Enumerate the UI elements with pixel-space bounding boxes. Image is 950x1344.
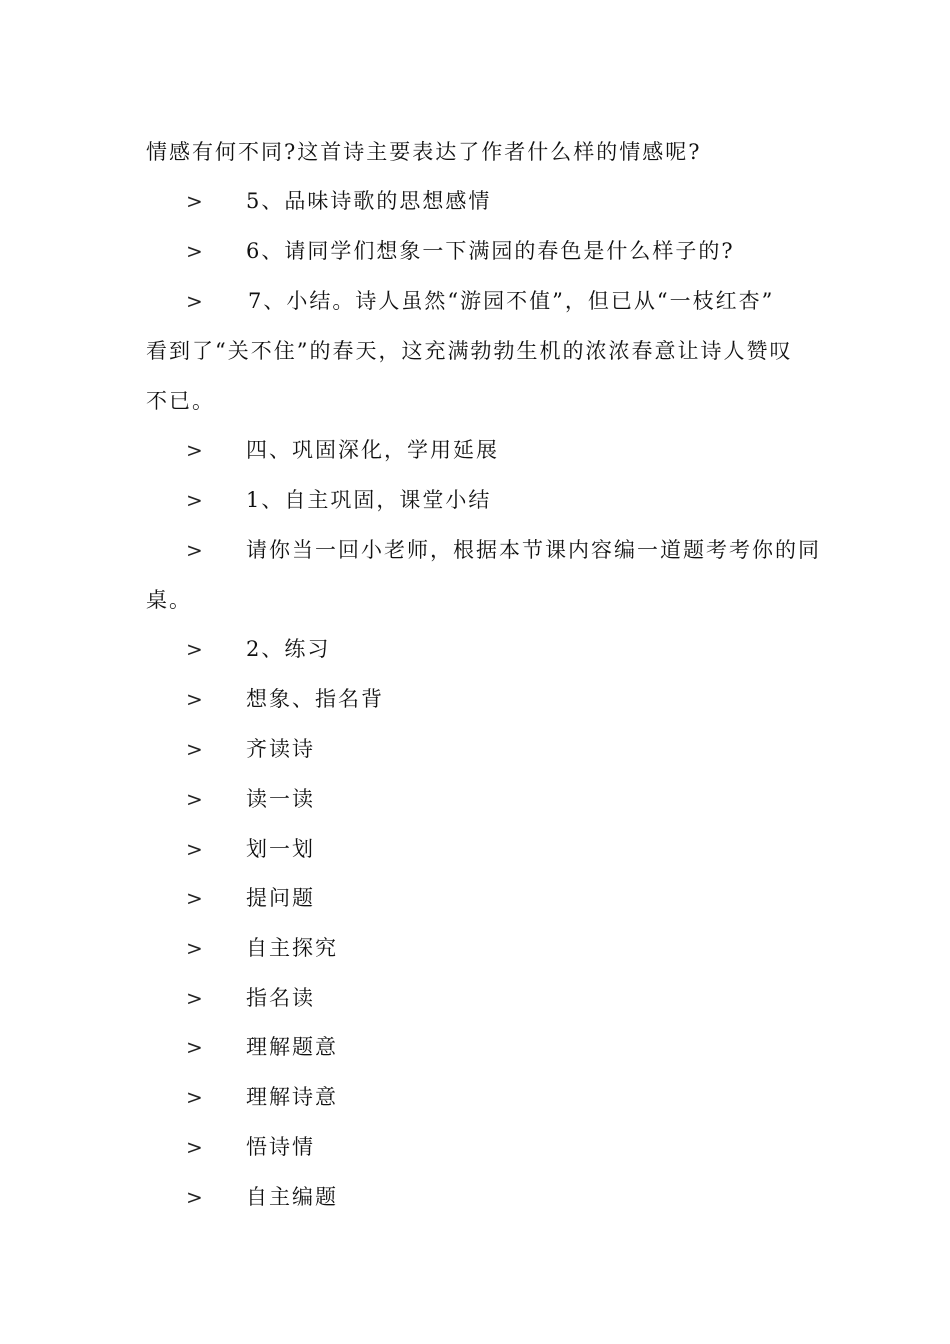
list-item: 理解题意: [246, 1035, 338, 1059]
bullet-icon: >: [186, 289, 203, 313]
list-item: 自主编题: [246, 1185, 338, 1209]
list-item-5: 5、品味诗歌的思想感情: [246, 189, 492, 213]
bullet-icon: >: [186, 737, 203, 761]
list-item: 齐读诗: [246, 737, 315, 761]
bullet-icon: >: [186, 239, 203, 263]
list-item: 理解诗意: [246, 1085, 338, 1109]
list-item-7-continuation: 看到了“关不住”的春天，这充满勃勃生机的浓浓春意让诗人赞叹: [146, 339, 793, 363]
bullet-icon: >: [186, 1135, 203, 1159]
list-item-6: 6、请同学们想象一下满园的春色是什么样子的?: [246, 239, 735, 263]
bullet-icon: >: [186, 837, 203, 861]
bullet-icon: >: [186, 886, 203, 910]
list-item: 想象、指名背: [246, 687, 384, 711]
bullet-icon: >: [186, 189, 203, 213]
list-item: 读一读: [246, 787, 315, 811]
bullet-icon: >: [186, 1185, 203, 1209]
bullet-icon: >: [186, 787, 203, 811]
bullet-icon: >: [186, 1085, 203, 1109]
section-heading-4: 四、巩固深化，学用延展: [246, 438, 499, 462]
list-item: 提问题: [246, 886, 315, 910]
bullet-icon: >: [186, 1035, 203, 1059]
list-item: 悟诗情: [246, 1135, 315, 1159]
bullet-icon: >: [186, 438, 203, 462]
bullet-icon: >: [186, 936, 203, 960]
list-item-7: 7、小结。诗人虽然“游园不值”，但已从“一枝红杏”: [248, 289, 775, 313]
list-item: 划一划: [246, 837, 315, 861]
list-item: 指名读: [246, 986, 315, 1010]
bullet-icon: >: [186, 637, 203, 661]
sub-item-1: 1、自主巩固，课堂小结: [246, 488, 492, 512]
bullet-icon: >: [186, 687, 203, 711]
task-text: 请你当一回小老师，根据本节课内容编一道题考考你的同: [246, 538, 821, 562]
list-item: 自主探究: [246, 936, 338, 960]
list-item-7-continuation-end: 不已。: [146, 389, 215, 413]
task-text-continuation: 桌。: [146, 588, 192, 612]
bullet-icon: >: [186, 538, 203, 562]
bullet-icon: >: [186, 986, 203, 1010]
paragraph-continuation: 情感有何不同?这首诗主要表达了作者什么样的情感呢?: [146, 140, 702, 164]
bullet-icon: >: [186, 488, 203, 512]
sub-item-2: 2、练习: [246, 637, 331, 661]
